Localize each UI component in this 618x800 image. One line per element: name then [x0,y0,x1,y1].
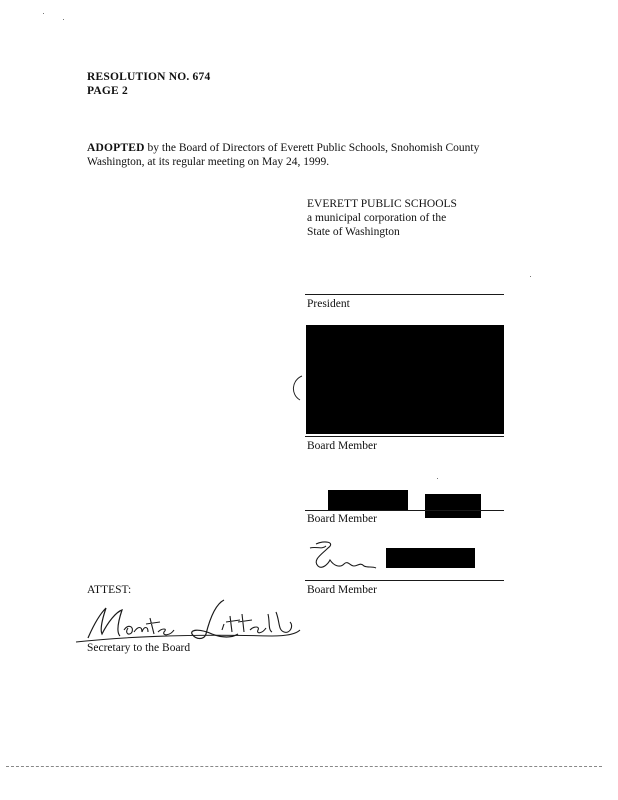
board-member-1-label: Board Member [307,440,377,452]
entity-name: EVERETT PUBLIC SCHOOLS [307,198,457,210]
adoption-line-2: Washington, at its regular meeting on May 24, 1999. [87,156,330,168]
board-member-3-signature [306,538,386,574]
board-member-1-signature-line [305,436,504,437]
attest-label: ATTEST: [87,584,132,596]
redaction-block [306,325,504,434]
board-member-3-signature-line [305,580,504,581]
signature-fragment [288,374,306,404]
scan-speck [43,13,44,14]
scan-speck [63,19,64,20]
board-member-3-label: Board Member [307,584,377,596]
secretary-signature [72,594,302,646]
secretary-label: Secretary to the Board [87,642,191,654]
board-member-2-label: Board Member [307,513,377,525]
board-member-2-signature-line [305,510,504,511]
adoption-text: by the Board of Directors of Everett Public Schools, Snohomish County [144,142,480,154]
entity-line-2: a municipal corporation of the [307,212,447,224]
scan-edge-line [6,766,602,767]
scan-speck [437,478,438,479]
adoption-line-1 [87,141,479,155]
adopted-label: ADOPTED [87,142,145,154]
president-label: President [307,298,350,310]
scan-speck [530,276,531,277]
entity-line-3: State of Washington [307,226,400,238]
president-signature-line [305,294,504,295]
page-number: PAGE 2 [87,85,128,97]
redaction-block [386,548,475,568]
redaction-block [328,490,408,510]
redaction-block [425,494,481,518]
resolution-number: RESOLUTION NO. 674 [87,71,211,83]
